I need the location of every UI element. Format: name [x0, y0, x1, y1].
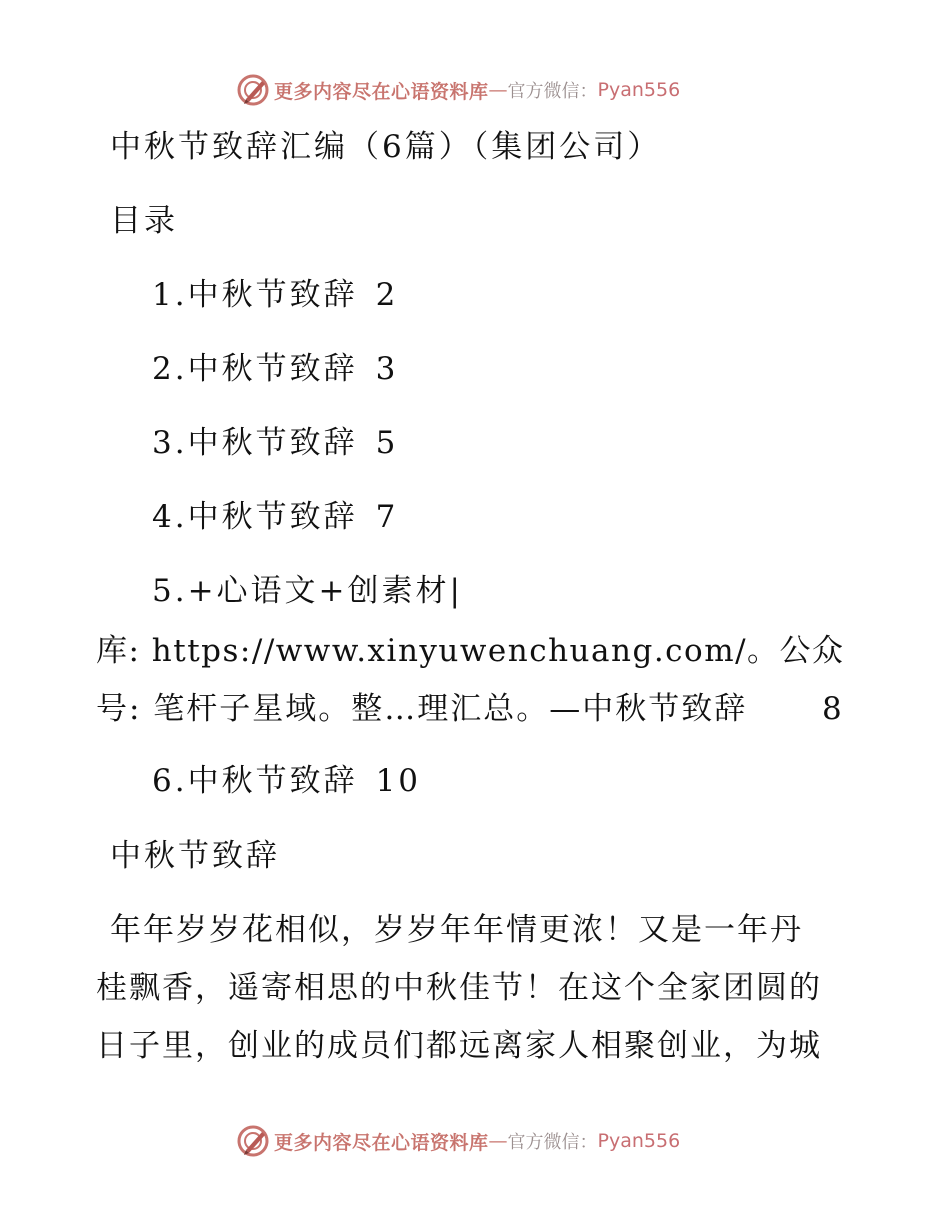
banner-wechat-id: Pyan556 [597, 1130, 681, 1152]
toc-heading: 目录 [110, 203, 178, 239]
toc-item-5-line-1[interactable]: 5.+心语文+创素材| [152, 573, 463, 609]
toc-item-number: 6. [152, 763, 188, 799]
banner-wechat-label: 官方微信： [507, 1132, 598, 1153]
toc-item-label: 中秋节致辞 [187, 277, 358, 313]
body-line: 日子里，创业的成员们都远离家人相聚创业，为城 [96, 1028, 822, 1064]
logo-icon [236, 73, 270, 107]
banner-main-text: 更多内容尽在心语资料库 [274, 80, 489, 103]
footer-banner [236, 1123, 716, 1159]
toc-item-page: 7 [375, 499, 399, 535]
toc-item-5-line-2[interactable]: 库: https://www.xinyuwenchuang.com/。公众 [96, 633, 845, 669]
toc-item[interactable] [152, 497, 398, 537]
toc-item-page: 5 [375, 425, 399, 461]
toc-item-label: 中秋节致辞 [187, 425, 358, 461]
toc-item-page: 10 [375, 763, 422, 799]
toc-item-label: 中秋节致辞 [187, 351, 358, 387]
toc-item[interactable] [152, 423, 398, 463]
section-heading: 中秋节致辞 [110, 838, 280, 874]
toc-item-5-line-3[interactable] [96, 689, 747, 729]
logo-icon [236, 1124, 270, 1158]
toc-item[interactable] [152, 275, 398, 315]
toc-item[interactable] [152, 761, 421, 801]
body-line: 桂飘香，遥寄相思的中秋佳节！在这个全家团圆的 [96, 970, 822, 1006]
banner-main-text: 更多内容尽在心语资料库 [274, 1131, 489, 1154]
toc-item-page: 2 [375, 277, 399, 313]
toc-item-label: 中秋节致辞 [187, 499, 358, 535]
toc-item-number: 2. [152, 351, 188, 387]
banner-dash: — [488, 79, 508, 101]
toc-item-number: 1. [152, 277, 188, 313]
toc-item[interactable] [152, 349, 398, 389]
document-title: 中秋节致辞汇编（6篇）（集团公司） [110, 129, 662, 165]
toc-item-label: 中秋节致辞 [187, 763, 358, 799]
banner-dash: — [488, 1130, 508, 1152]
toc-item-5-page: 8 [822, 691, 845, 727]
toc-item-number: 3. [152, 425, 188, 461]
body-line: 年年岁岁花相似，岁岁年年情更浓！又是一年丹 [110, 912, 803, 948]
toc-item-page: 3 [375, 351, 399, 387]
header-banner [236, 72, 716, 108]
banner-wechat-id: Pyan556 [597, 79, 681, 101]
toc-item-5-text: 号: 笔杆子星域。整…理汇总。—中秋节致辞 [96, 691, 748, 727]
toc-item-number: 4. [152, 499, 188, 535]
banner-wechat-label: 官方微信： [507, 81, 598, 102]
